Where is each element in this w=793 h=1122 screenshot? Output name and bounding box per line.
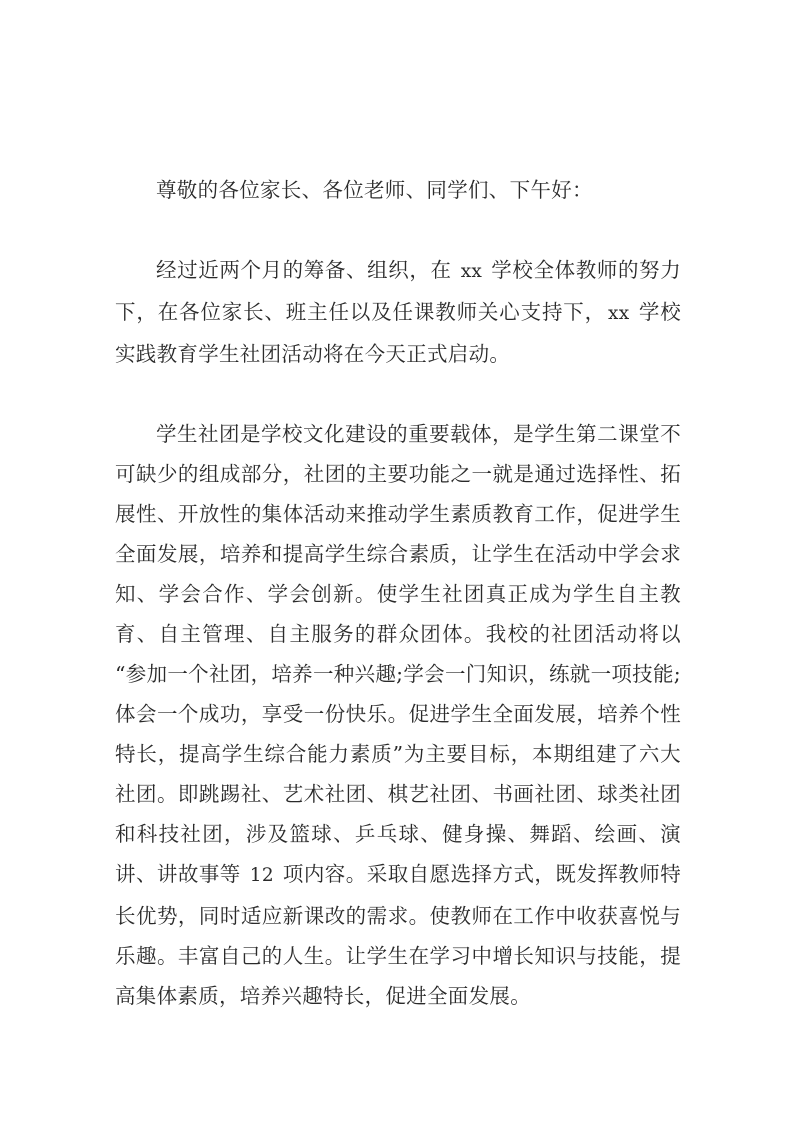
paragraph-salutation: 尊敬的各位家长、各位老师、同学们、下午好： — [156, 178, 593, 202]
latin-run: 12 — [249, 865, 274, 886]
latin-run: xx — [608, 303, 630, 324]
latin-run: xx — [460, 261, 483, 282]
paragraph-opening: 经过近两个月的筹备、组织，在 xx 学校全体教师的努力下，在各位家长、班主任以及任课教师关心支持下， xx 学校实践教育学生社团活动将在今天正式启动。 — [115, 258, 681, 366]
document-text-body — [115, 170, 681, 1016]
paragraph-body: 学生社团是学校文化建设的重要载体，是学生第二课堂不可缺少的组成部分，社团的主要功能之一就是通过选择性、拓展性、开放性的集体活动来推动学生素质教育工作，促进学生全面发展，培养和提高学生综合素质，让学生在活动中学会求知、学会合作、学会创新。使学生社团真正成为学生自主教育、自主管理、自主服务的群众团体。我校的社团活动将以“参加一个社团，培养一种兴趣;学会一门知识，练就一项技能;体会一个成功，享受一份快乐。促进学生全面发展，培养个性特长，提高学生综合能力素质”为主要目标，本期组建了六大社团。即跳踢社、艺术社团、棋艺社团、书画社团、球类社团和科技社团，涉及篮球、乒乓球、健身操、舞蹈、绘画、演讲、讲故事等 12 项内容。采取自愿选择方式，既发挥教师特长优势，同时适应新课改的需求。使教师在工作中收获喜悦与乐趣。丰富自己的人生。让学生在学习中增长知识与技能，提高集体素质，培养兴趣特长，促进全面发展。 — [115, 422, 682, 1008]
